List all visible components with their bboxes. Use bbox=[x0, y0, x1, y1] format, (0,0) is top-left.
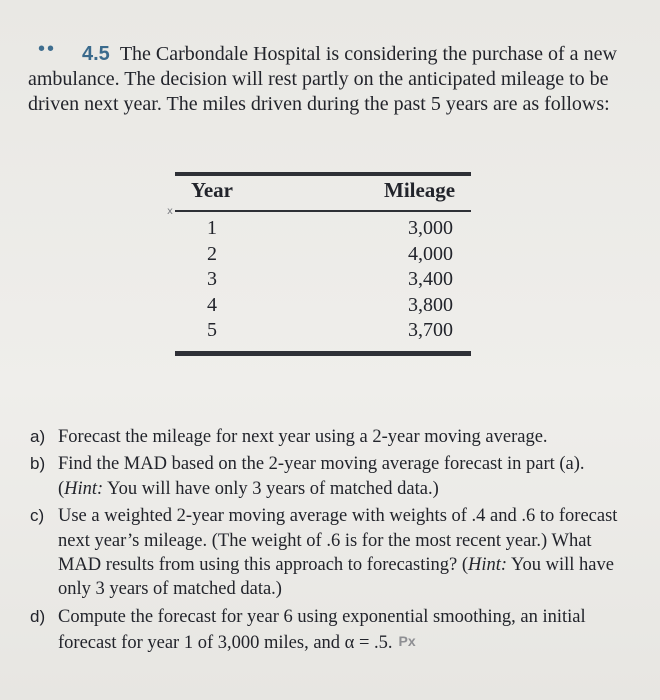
question-part bbox=[30, 605, 630, 656]
problem-number: 4.5 bbox=[82, 43, 110, 65]
table-top-rule bbox=[175, 172, 471, 176]
part-text: Find the MAD based on the 2-year moving average forecast in part (a). ( bbox=[58, 454, 585, 499]
part-text: You will have only 3 years of matched data.) bbox=[58, 555, 614, 600]
question-parts bbox=[30, 425, 630, 656]
mileage-cell: 3,400 bbox=[408, 268, 453, 290]
mileage-cell: 3,000 bbox=[408, 217, 453, 239]
part-text: You will have only 3 years of matched data.) bbox=[103, 478, 439, 499]
question-part bbox=[30, 452, 630, 501]
part-text: Forecast the mileage for next year using a 2-year moving average. bbox=[58, 427, 548, 447]
difficulty-dots-icon: •• bbox=[38, 38, 57, 60]
table-header-rule bbox=[175, 210, 471, 212]
mileage-cell: 3,700 bbox=[408, 319, 453, 341]
year-cell: 2 bbox=[207, 242, 217, 265]
mileage-cell: 4,000 bbox=[408, 242, 453, 265]
mileage-cell: 3,800 bbox=[408, 293, 453, 316]
header-mileage: Mileage bbox=[384, 178, 456, 202]
problem-statement bbox=[28, 42, 636, 117]
year-cell: 4 bbox=[207, 293, 217, 316]
year-cell: 3 bbox=[207, 268, 217, 290]
px-stamp-icon: Px bbox=[398, 633, 416, 650]
header-year: Year bbox=[191, 178, 233, 202]
part-label: d) bbox=[30, 606, 46, 626]
table-bottom-rule bbox=[175, 351, 471, 356]
question-part bbox=[30, 504, 630, 602]
question-part bbox=[30, 425, 630, 449]
part-label: b) bbox=[30, 454, 46, 474]
part-text: Use a weighted 2-year moving average with weights of .4 and .6 to forecast next year’s mileage. (The weight of .6 is for the most recent year.) What MAD results from using this approach to forecasting? ( bbox=[58, 506, 618, 576]
hint-label: Hint: bbox=[64, 478, 104, 499]
year-cell: 1 bbox=[207, 217, 217, 239]
stray-mark: x bbox=[167, 206, 173, 217]
hint-label: Hint: bbox=[468, 555, 508, 576]
mileage-column bbox=[389, 216, 453, 344]
year-cell: 5 bbox=[207, 319, 217, 341]
part-label: c) bbox=[30, 506, 45, 526]
part-label: a) bbox=[30, 427, 46, 446]
part-text: Compute the forecast for year 6 using exponential smoothing, an initial forecast for year 1 of 3,000 miles, and α = .5. bbox=[58, 606, 586, 654]
year-column bbox=[202, 216, 222, 344]
problem-intro-text: The Carbondale Hospital is considering the purchase of a new ambulance. The decision will rest partly on the anticipated mileage to be driven next year. The miles driven during the past 5 years are as follows: bbox=[28, 43, 617, 115]
